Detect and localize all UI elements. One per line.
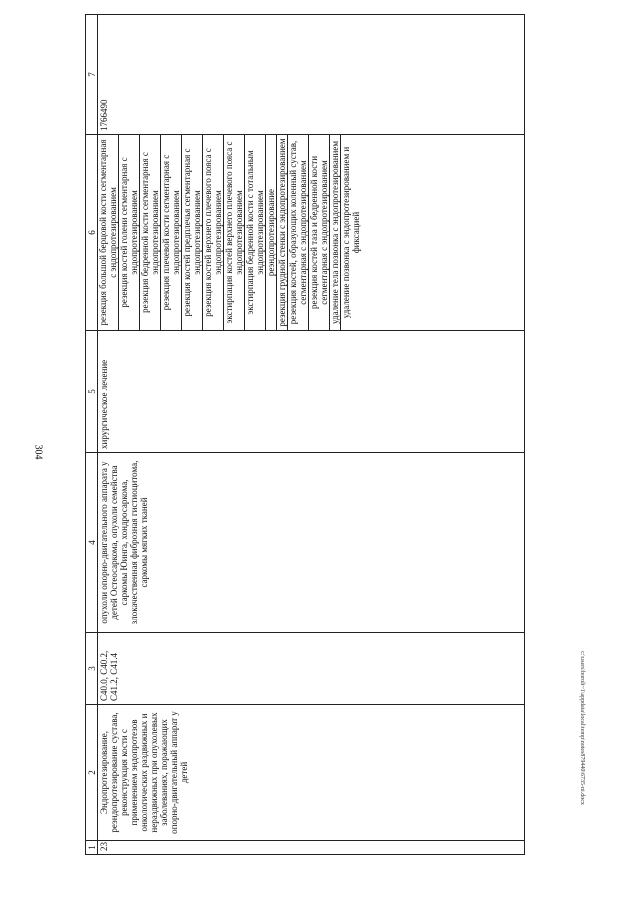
method-item: резекция костей предплечья сегментарная с эндопротезированием bbox=[182, 135, 203, 330]
method-item: резекция бедренной кости сегментарная с эндопротезированием bbox=[140, 135, 161, 330]
medical-care-table bbox=[85, 14, 525, 855]
care-type-name: Эндопротезирование, реэндопротезирование сустава, реконструкция кости с применением эндопротезов онкологических раздвижных и нераздвижных при опухолевых заболеваниях, поражающих опорно-двигательный аппарат у детей bbox=[98, 705, 525, 841]
method-item: удаление позвонка с эндопротезированием и фиксацией bbox=[341, 146, 361, 319]
column-number-row bbox=[86, 15, 98, 855]
header-col-1: 1 bbox=[86, 841, 98, 855]
header-col-6: 6 bbox=[86, 135, 98, 331]
method-item: резекция плечевой кости сегментарная с эндопротезированием bbox=[161, 135, 182, 330]
header-col-2: 2 bbox=[86, 705, 98, 841]
treatment-type: хирургическое лечение bbox=[98, 331, 525, 453]
method-item: резекция костей, образующих коленный сустав, сегментарная с эндопротезированием bbox=[288, 135, 309, 330]
method-item: реэндопротезирование bbox=[266, 135, 277, 330]
page-number: 304 bbox=[32, 444, 44, 460]
rotated-page-content bbox=[85, 15, 525, 855]
method-item: резекция костей таза и бедренной кости сегментарная с эндопротезированием bbox=[309, 135, 330, 330]
footer-file-path: c:\users\boroli~1\appdata\local\temp\notes879440\6735-ni.docx bbox=[579, 651, 585, 805]
header-col-7: 7 bbox=[86, 15, 98, 135]
treatment-methods bbox=[98, 135, 525, 331]
cost-value: 1766490 bbox=[98, 15, 525, 135]
row-number: 23 bbox=[98, 841, 525, 855]
header-col-4: 4 bbox=[86, 453, 98, 633]
method-item: резекция костей верхнего плечевого пояса с эндопротезированием bbox=[203, 135, 224, 330]
diagnosis-model: опухоли опорно-двигательного аппарата у детей Остеосаркома, опухоли семейства саркомы Юинга, хондросаркома, злокачественная фиброзная гистиоцитома, саркомы мягких тканей bbox=[98, 453, 525, 633]
method-item: резекция большой берцовой кости сегментарная с эндопротезированием bbox=[98, 135, 119, 330]
method-item: экстирпация костей верхнего плечевого пояса с эндопротезированием bbox=[224, 135, 245, 330]
icd-codes: C40.0, C40.2, C41.2, C41.4 bbox=[98, 633, 525, 705]
method-item: резекция костей голени сегментарная с эндопротезированием bbox=[119, 135, 140, 330]
header-col-3: 3 bbox=[86, 633, 98, 705]
table-row bbox=[98, 15, 525, 855]
method-item: удаление тела позвонка с эндопротезированием bbox=[330, 135, 341, 330]
header-col-5: 5 bbox=[86, 331, 98, 453]
method-item: резекция грудной стенки с эндопротезированием bbox=[277, 135, 288, 330]
method-item: экстирпация бедренной кости с тотальным эндопротезированием bbox=[245, 135, 266, 330]
